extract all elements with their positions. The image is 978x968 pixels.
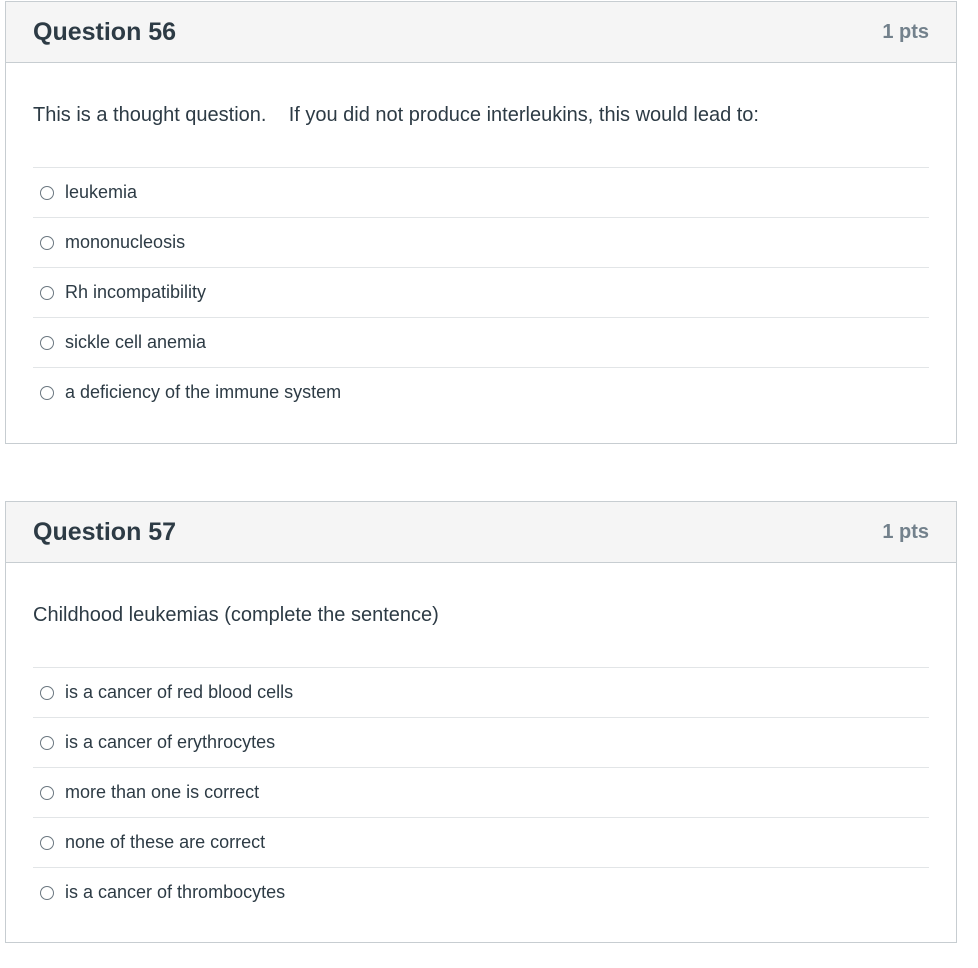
radio-button-icon[interactable]	[40, 336, 54, 350]
question-text: Childhood leukemias (complete the sentence)	[33, 604, 439, 626]
answer-list	[33, 167, 929, 417]
radio-button-icon[interactable]	[40, 686, 54, 700]
answer-label: is a cancer of red blood cells	[65, 682, 294, 702]
answer-option[interactable]	[33, 768, 929, 818]
answer-option[interactable]	[33, 218, 929, 268]
answer-option[interactable]	[33, 868, 929, 917]
answer-label: mononucleosis	[65, 232, 186, 252]
question-57	[5, 501, 957, 943]
question-header	[6, 2, 956, 63]
question-title: Question 56	[33, 17, 177, 46]
answer-option[interactable]	[33, 818, 929, 868]
answer-option[interactable]	[33, 668, 929, 718]
radio-button-icon[interactable]	[40, 186, 54, 200]
answer-label: is a cancer of erythrocytes	[65, 732, 276, 752]
answer-label: a deficiency of the immune system	[65, 382, 342, 402]
answer-label: none of these are correct	[65, 832, 266, 852]
radio-button-icon[interactable]	[40, 886, 54, 900]
answer-label: Rh incompatibility	[65, 282, 207, 302]
radio-button-icon[interactable]	[40, 836, 54, 850]
question-title: Question 57	[33, 517, 177, 546]
answer-list	[33, 667, 929, 917]
radio-button-icon[interactable]	[40, 286, 54, 300]
radio-button-icon[interactable]	[40, 736, 54, 750]
question-points: 1 pts	[882, 20, 929, 43]
radio-button-icon[interactable]	[40, 786, 54, 800]
answer-option[interactable]	[33, 368, 929, 417]
radio-button-icon[interactable]	[40, 236, 54, 250]
answer-label: sickle cell anemia	[65, 332, 207, 352]
answer-label: is a cancer of thrombocytes	[65, 882, 286, 902]
question-56	[5, 1, 957, 444]
answer-option[interactable]	[33, 718, 929, 768]
radio-button-icon[interactable]	[40, 386, 54, 400]
answer-option[interactable]	[33, 268, 929, 318]
answer-label: leukemia	[65, 182, 138, 202]
question-text: This is a thought question. If you did not produce interleukins, this would lead to:	[33, 104, 759, 126]
answer-label: more than one is correct	[65, 782, 260, 802]
question-points: 1 pts	[882, 520, 929, 543]
answer-option[interactable]	[33, 318, 929, 368]
answer-option[interactable]	[33, 168, 929, 218]
question-header	[6, 502, 956, 563]
